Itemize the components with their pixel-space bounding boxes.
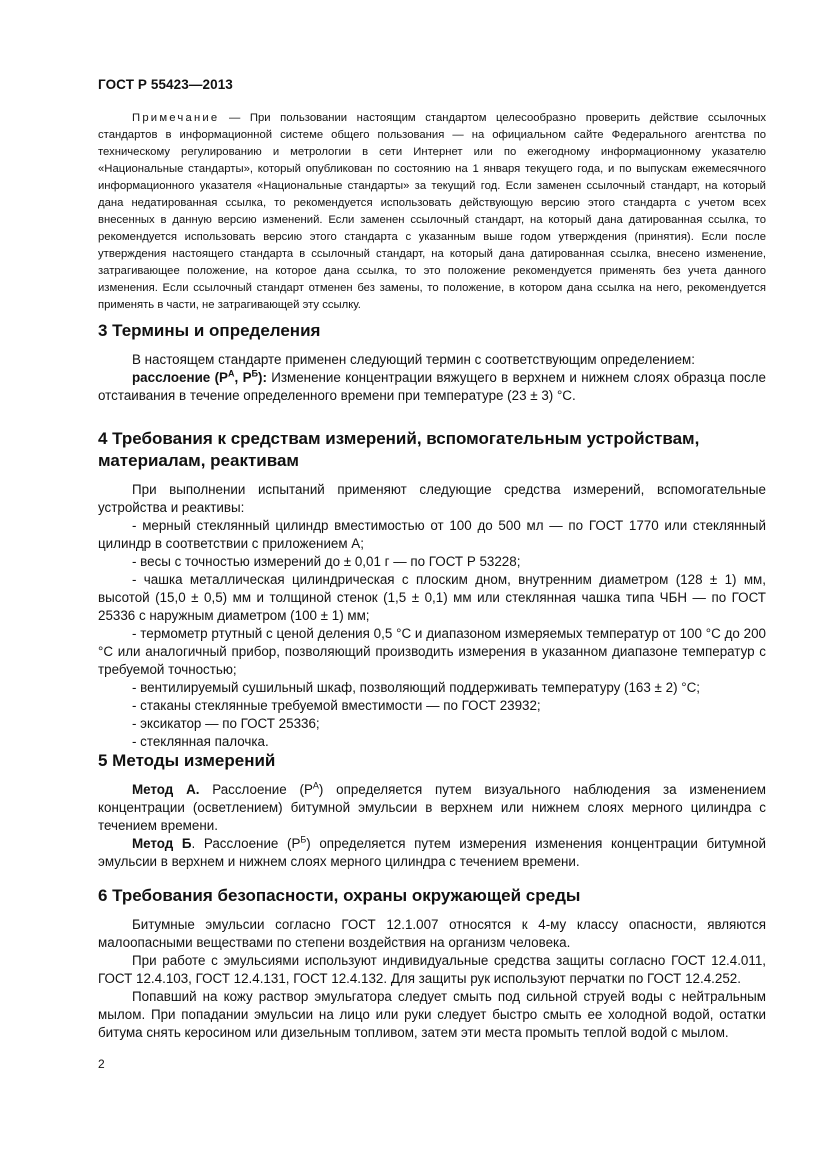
term-sup-b: Б	[251, 368, 258, 379]
list-item: - стеклянная палочка.	[132, 734, 269, 749]
term-sup-a: А	[228, 368, 235, 379]
method-a-pre: Расслоение (Р	[199, 782, 313, 797]
section-4-title: 4 Требования к средствам измерений, вспомогательным устройствам, материалам, реактивам	[98, 429, 700, 470]
term-definition	[98, 369, 766, 405]
section-4-intro: При выполнении испытаний применяют следующие средства измерений, вспомогательные устройства и реактивы:	[98, 482, 766, 515]
list-item: - вентилируемый сушильный шкаф, позволяющий поддерживать температуру (163 ± 2) °С;	[132, 680, 700, 695]
method-b-text: ) определяется путем измерения изменения концентрации битумной эмульсии в верхнем и нижнем слоях мерного цилиндра с течением времени.	[98, 836, 767, 869]
note-text: При пользовании настоящим стандартом целесообразно проверить действие ссылочных стандартов в информационной системе общего пользования — на официальном сайте Федерального агентства по техническому регулированию и метрологии в сети Интернет или по ежегодному информационному указателю «Национальные стандарты», который опубликован по состоянию на 1 января текущего года, и по выпускам ежемесячного информационного указателя «Национальные стандарты» за текущий год. Если заменен ссылочный стандарт, на который дана недатированная ссылка, то рекомендуется использовать действующую версию этого стандарта с учетом всех внесенных в данную версию изменений. Если заменен ссылочный стандарт, на который дана датированная ссылка, то рекомендуется использовать версию этого стандарта с указанным выше годом утверждения (принятия). Если после утверждения настоящего стандарта в ссылочный стандарт, на который дана датированная ссылка, внесено изменение, затрагивающее положение, на которое дана ссылка, то это положение рекомендуется применять без учета данного изменения. Если ссылочный стандарт отменен без замены, то положение, в котором дана ссылка на него, рекомендуется применять в части, не затрагивающей эту ссылку.	[98, 112, 767, 311]
section-6-paragraph: Битумные эмульсии согласно ГОСТ 12.1.007 относятся к 4-му классу опасности, являются малоопасными веществами по степени воздействия на организм человека.	[98, 917, 766, 950]
list-item: - чашка металлическая цилиндрическая с плоским дном, внутренним диаметром (128 ± 1) мм, высотой (15,0 ± 0,5) мм и толщиной стенок (1,5 ± 0,1) мм или стеклянная чашка типа ЧБН — по ГОСТ 25336 с наружным диаметром (100 ± 1) мм;	[98, 572, 766, 623]
list-item: - стаканы стеклянные требуемой вместимости — по ГОСТ 23932;	[132, 698, 541, 713]
method-a	[98, 781, 766, 835]
list-item: - мерный стеклянный цилиндр вместимостью от 100 до 500 мл — по ГОСТ 1770 или стеклянный цилиндр в соответствии с приложением А;	[98, 518, 766, 551]
note-block	[98, 110, 766, 314]
method-a-text: ) определяется путем визуального наблюдения за изменением концентрации (осветлением) битумной эмульсии в верхнем или нижнем слоях мерного цилиндра с течением времени.	[98, 782, 766, 833]
section-6-paragraph: При работе с эмульсиями используют индивидуальные средства защиты согласно ГОСТ 12.4.011, ГОСТ 12.4.103, ГОСТ 12.4.131, ГОСТ 12.4.132. Для защиты рук используют перчатки по ГОСТ 12.4.252.	[98, 953, 766, 986]
term-mid: , Р	[234, 370, 252, 385]
section-6-title: 6 Требования безопасности, охраны окружающей среды	[98, 886, 581, 905]
method-a-sup: А	[312, 780, 319, 791]
method-a-label: Метод А.	[132, 782, 200, 797]
page-number: 2	[98, 1057, 105, 1071]
section-3-intro: В настоящем стандарте применен следующий термин с соответствующим определением:	[132, 352, 695, 367]
section-5-title: 5 Методы измерений	[98, 751, 276, 770]
list-item: - эксикатор — по ГОСТ 25336;	[132, 716, 320, 731]
note-paragraph	[98, 110, 766, 314]
term-name	[132, 370, 267, 385]
document-header: ГОСТ Р 55423—2013	[98, 77, 233, 92]
method-b-label: Метод Б	[132, 836, 192, 851]
method-b-pre: . Расслоение (Р	[191, 836, 301, 851]
method-b	[98, 835, 766, 871]
term-end: ):	[257, 370, 267, 385]
section-6	[98, 885, 766, 1042]
method-b-sup: Б	[300, 834, 307, 845]
list-item: - весы с точностью измерений до ± 0,01 г — по ГОСТ Р 53228;	[132, 554, 521, 569]
section-4	[98, 428, 766, 751]
list-item: - термометр ртутный с ценой деления 0,5 °С и диапазоном измеряемых температур от 100 °С до 200 °С или аналогичный прибор, позволяющий производить измерения в указанном диапазоне температур с требуемой точностью;	[98, 626, 766, 677]
note-label: Примечание	[132, 112, 220, 124]
note-dash: —	[219, 112, 250, 124]
section-6-paragraph: Попавший на кожу раствор эмульгатора следует смыть под сильной струей воды с нейтральным мылом. При попадании эмульсии на лицо или руки следует быстро смыть ее холодной водой, остатки битума снять керосином или дизельным топливом, затем эти места промыть теплой водой с мылом.	[98, 989, 766, 1040]
term-definition-text: Изменение концентрации вяжущего в верхнем и нижнем слоях образца после отстаивания в течение определенного времени при температуре (23 ± 3) °С.	[98, 370, 767, 403]
section-3	[98, 320, 766, 405]
section-5	[98, 750, 766, 871]
term-part: расслоение (Р	[132, 370, 228, 385]
section-3-title: 3 Термины и определения	[98, 321, 321, 340]
